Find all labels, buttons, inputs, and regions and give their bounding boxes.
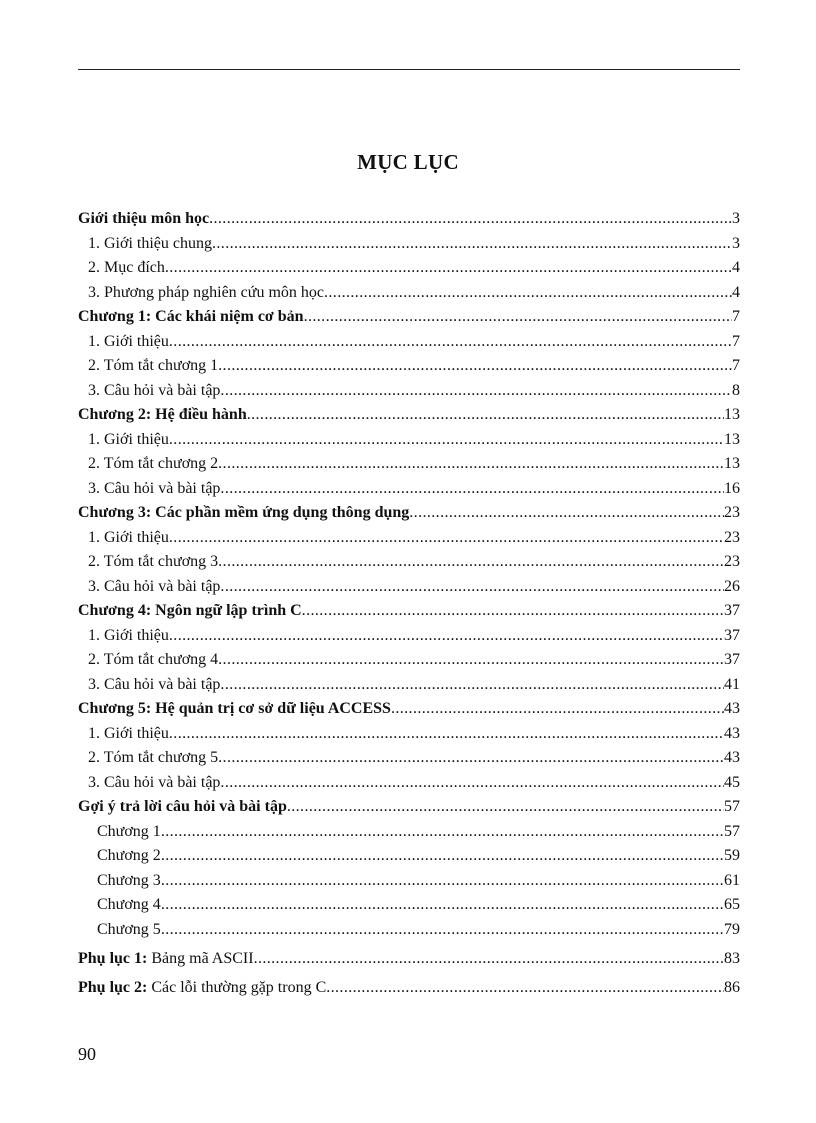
toc-leader-dots [218,552,724,572]
toc-page-number: 43 [724,700,740,717]
toc-entry-text: 1. Giới thiệu [88,626,169,644]
toc-entry-label [88,356,218,376]
toc-entry-label [97,871,161,891]
toc-page-number: 4 [732,283,740,301]
toc-entry-label [88,675,220,695]
toc-leader-dots [220,479,724,499]
toc-entry-label [88,283,324,303]
page-number: 90 [78,1044,96,1064]
toc-entry-text: 2. Tóm tắt chương 4 [88,651,219,668]
toc-leader-dots [169,724,724,744]
toc-leader-dots [161,846,724,866]
toc-entry-label [78,699,391,719]
toc-leader-dots [218,454,724,474]
toc-page-number: 37 [724,651,740,668]
toc-page-number: 7 [732,332,740,350]
toc-entry-label [88,626,169,646]
toc-subentry [78,528,740,548]
toc-entry-label [88,381,220,401]
toc-subentry [78,822,740,842]
toc-subentry [78,258,740,278]
toc-entry-text: Chương 4 [97,896,161,913]
toc-page-number: 41 [724,675,740,693]
toc-leader-dots [304,307,732,327]
toc-page-number: 37 [724,602,740,619]
toc-leader-dots [161,920,724,940]
toc-entry-label [88,258,165,278]
toc-entry-text: 3. Câu hỏi và bài tập [88,773,221,791]
toc-page-number: 83 [724,949,740,967]
toc-entry-text: 1. Giới thiệu [88,332,169,350]
toc-leader-dots [247,405,724,425]
toc-entry-text: 1. Giới thiệu [88,724,169,742]
toc-entry-label [88,528,169,548]
toc-leader-dots [391,699,724,719]
toc-subentry [78,356,740,376]
toc-entry-label [88,454,218,474]
toc-entry-text: Chương 1 [97,822,161,840]
toc-leader-dots [218,748,724,768]
toc-entry-label [97,895,161,915]
toc-entry-bold-text: Gợi ý trả lời câu hỏi và bài tập [78,798,287,815]
toc-section-entry [78,797,740,817]
toc-leader-dots [220,577,724,597]
toc-subentry [78,895,740,915]
toc-section-entry [78,978,740,998]
toc-entry-label [88,773,220,793]
toc-page-number: 37 [724,626,740,644]
toc-page-number: 7 [732,357,740,374]
toc-entry-label [88,577,220,597]
toc-leader-dots [218,356,732,376]
toc-entry-text: 3. Câu hỏi và bài tập [88,577,221,595]
toc-section-entry [78,699,740,719]
toc-leader-dots [326,978,724,998]
toc-subentry [78,846,740,866]
toc-section-entry [78,209,740,229]
toc-entry-text: 1. Giới thiệu chung [88,234,212,252]
toc-subentry [78,650,740,670]
toc-leader-dots [324,283,732,303]
toc-entry-bold-text: Chương 3: Các phần mềm ứng dụng thông dụng [78,504,410,521]
toc-leader-dots [169,332,732,352]
toc-page-number: 57 [724,798,740,815]
toc-subentry [78,724,740,744]
toc-page-number: 65 [724,896,740,913]
toc-entry-bold-text: Chương 1: Các khái niệm cơ bản [78,308,304,325]
toc-entry-bold-text: Chương 2: Hệ điều hành [78,406,247,423]
toc-entry-text: Chương 2 [97,847,161,864]
toc-entry-label [78,797,287,817]
toc-leader-dots [287,797,724,817]
toc-subentry [78,332,740,352]
toc-page-number: 23 [724,553,740,570]
toc-entry-bold-text: Chương 5: Hệ quản trị cơ sở dữ liệu ACCESS [78,700,391,717]
toc-leader-dots [161,822,724,842]
toc-subentry [78,430,740,450]
toc-entry-text: 2. Tóm tắt chương 5 [88,749,219,766]
toc-page-number: 16 [724,479,740,497]
toc-page-number: 8 [732,381,740,399]
toc-entry-text: 2. Tóm tắt chương 3 [88,553,219,570]
toc-leader-dots [218,650,724,670]
toc-entry-text: 3. Câu hỏi và bài tập [88,381,221,399]
toc-section-entry [78,601,740,621]
toc-entry-text: 3. Phương pháp nghiên cứu môn học [88,283,324,301]
toc-entry-label [88,748,218,768]
header-rule [78,69,740,70]
toc-entry-text: 1. Giới thiệu [88,430,169,448]
toc-subentry [78,871,740,891]
toc-page-number: 43 [724,724,740,742]
toc-subentry [78,675,740,695]
toc-entry-label [78,949,254,969]
toc-page-number: 45 [724,773,740,791]
toc-subentry [78,920,740,940]
toc-entry-label [78,405,247,425]
toc-leader-dots [220,675,724,695]
toc-entry-label [78,209,209,229]
toc-entry-text: 2. Tóm tắt chương 1 [88,357,219,374]
toc-leader-dots [161,871,724,891]
toc-entry-label [88,234,212,254]
toc-entry-text: 3. Câu hỏi và bài tập [88,479,221,497]
toc-subentry [78,626,740,646]
toc-page-number: 57 [724,822,740,840]
toc-entry-text: 2. Tóm tắt chương 2 [88,455,219,472]
toc-page-number: 86 [724,978,740,996]
toc-entry-label [78,601,302,621]
toc-subentry [78,479,740,499]
toc-entry-label [78,307,304,327]
toc-entry-label [88,650,218,670]
toc-leader-dots [161,895,724,915]
toc-page-number: 23 [724,504,740,521]
toc-entry-label [97,846,161,866]
toc-subentry [78,381,740,401]
toc-entry-text: Các lỗi thường gặp trong C [147,978,327,996]
toc-entry-label [88,724,169,744]
toc-subentry [78,454,740,474]
toc-subentry [78,577,740,597]
toc-entry-bold-text: Phụ lục 1: [78,949,148,967]
page-title: MỤC LỤC [357,150,459,174]
toc-entry-bold-text: Giới thiệu môn học [78,210,210,227]
toc-leader-dots [409,503,724,523]
toc-leader-dots [169,528,724,548]
toc-page-number: 13 [724,455,740,472]
toc-entry-text: 2. Mục đích [88,259,165,276]
toc-subentry [78,552,740,572]
toc-subentry [78,748,740,768]
toc-entry-label [97,920,161,940]
toc-entry-text: Bảng mã ASCII [147,949,254,967]
toc-entry-text: 1. Giới thiệu [88,528,169,546]
toc-entry-text: Chương 5 [97,920,161,938]
toc-entry-label [78,503,409,523]
toc-section-entry [78,503,740,523]
toc-leader-dots [254,949,724,969]
toc-subentry [78,773,740,793]
toc-entry-label [88,552,218,572]
toc-entry-bold-text: Phụ lục 2: [78,978,148,996]
toc-entry-label [88,479,220,499]
toc-page-number: 79 [724,920,740,938]
toc-page-number: 23 [724,528,740,546]
toc-leader-dots [209,209,732,229]
toc-entry-text: 3. Câu hỏi và bài tập [88,675,221,693]
toc-page-number: 61 [724,871,740,889]
toc-entry-text: Chương 3 [97,871,161,889]
toc-section-entry [78,307,740,327]
toc-subentry [78,283,740,303]
toc-leader-dots [302,601,724,621]
toc-leader-dots [169,626,724,646]
toc-leader-dots [212,234,732,254]
toc-entry-label [97,822,161,842]
toc-page-number: 59 [724,847,740,864]
toc-page-number: 26 [724,577,740,595]
toc-page-number: 13 [724,430,740,448]
toc-section-entry [78,405,740,425]
table-of-contents [78,209,740,998]
toc-page-number: 43 [724,749,740,766]
toc-leader-dots [165,258,732,278]
toc-page-number: 3 [732,210,740,227]
toc-page-number: 3 [732,234,740,252]
toc-leader-dots [169,430,724,450]
toc-page-number: 4 [732,259,740,276]
toc-page-number: 7 [732,308,740,325]
toc-entry-label [88,332,169,352]
toc-entry-label [78,978,326,998]
toc-entry-bold-text: Chương 4: Ngôn ngữ lập trình C [78,602,302,619]
toc-section-entry [78,949,740,969]
toc-leader-dots [220,773,724,793]
toc-leader-dots [220,381,732,401]
toc-entry-label [88,430,169,450]
toc-subentry [78,234,740,254]
toc-page-number: 13 [724,406,740,423]
